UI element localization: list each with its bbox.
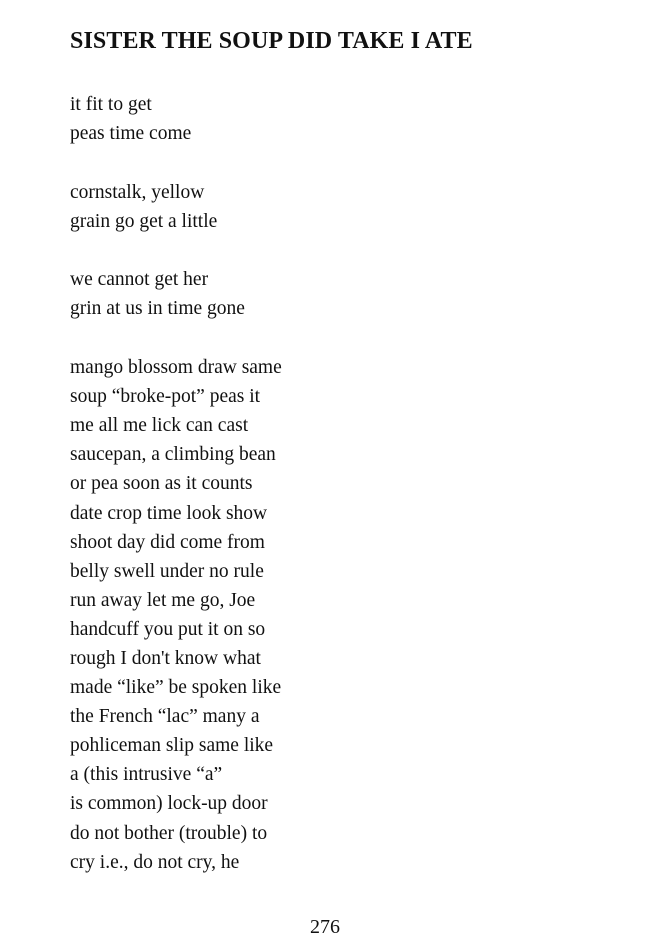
poem-line: mango blossom draw same bbox=[70, 357, 282, 379]
stanza-3 bbox=[70, 265, 590, 323]
poem-line: cornstalk, yellow bbox=[70, 181, 205, 203]
poem-line: cry i.e., do not cry, he bbox=[70, 851, 240, 873]
poem-line: made “like” be spoken like bbox=[70, 677, 282, 699]
poem-line: or pea soon as it counts bbox=[70, 473, 253, 495]
poem-title: SISTER THE SOUP DID TAKE I ATE bbox=[70, 28, 473, 54]
stanza-1 bbox=[70, 90, 590, 148]
poem-line: pohliceman slip same like bbox=[70, 735, 274, 757]
poem-line: is common) lock-up door bbox=[70, 793, 268, 815]
poem-body bbox=[70, 90, 590, 906]
page-number: 276 bbox=[310, 916, 340, 938]
poem-line: grin at us in time gone bbox=[70, 298, 245, 320]
poem-line: do not bother (trouble) to bbox=[70, 822, 268, 844]
stanza-2 bbox=[70, 178, 590, 236]
poem-line: rough I don't know what bbox=[70, 648, 261, 669]
poem-line: me all me lick can cast bbox=[70, 415, 249, 437]
poem-line: soup “broke-pot” peas it bbox=[70, 386, 261, 408]
poem-line: handcuff you put it on so bbox=[70, 618, 266, 640]
poem-line: shoot day did come from bbox=[70, 531, 265, 553]
poem-line: saucepan, a climbing bean bbox=[70, 444, 276, 466]
poem-line: run away let me go, Joe bbox=[70, 589, 256, 611]
poem-line: the French “lac” many a bbox=[70, 706, 260, 728]
poem-line: peas time come bbox=[70, 123, 192, 145]
poem-line: grain go get a little bbox=[70, 210, 218, 232]
poem-line: we cannot get her bbox=[70, 269, 209, 291]
poem-line: it fit to get bbox=[70, 94, 152, 115]
poem-line: date crop time look show bbox=[70, 502, 268, 524]
poem-line: belly swell under no rule bbox=[70, 560, 264, 582]
poem-line: a (this intrusive “a” bbox=[70, 764, 223, 786]
stanza-4 bbox=[70, 353, 590, 877]
